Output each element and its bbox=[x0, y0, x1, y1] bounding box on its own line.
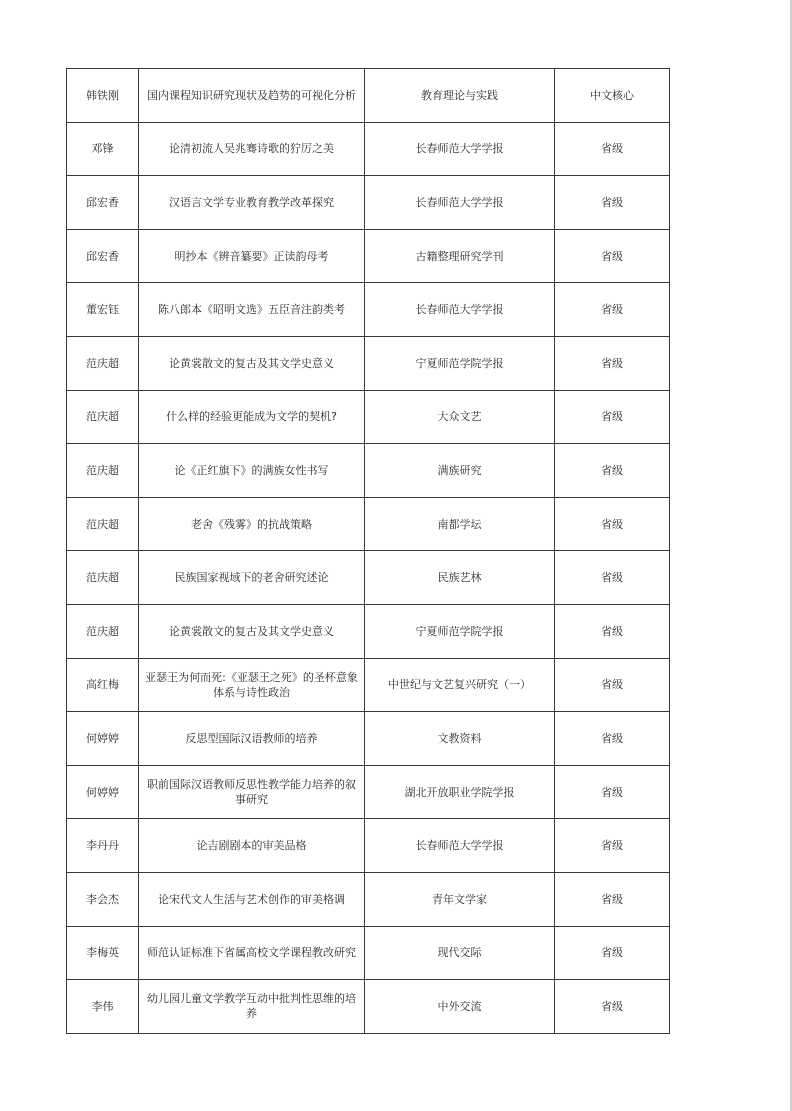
level-cell: 省级 bbox=[555, 926, 670, 980]
table-row bbox=[67, 551, 670, 605]
title-cell: 国内课程知识研究现状及趋势的可视化分析 bbox=[139, 69, 365, 123]
level-cell: 省级 bbox=[555, 497, 670, 551]
author-cell: 范庆超 bbox=[67, 336, 139, 390]
author-cell: 范庆超 bbox=[67, 497, 139, 551]
journal-cell: 青年文学家 bbox=[365, 872, 555, 926]
journal-cell: 教育理论与实践 bbox=[365, 69, 555, 123]
author-cell: 何婷婷 bbox=[67, 765, 139, 819]
title-cell: 论清初流人吴兆骞诗歌的狞厉之美 bbox=[139, 122, 365, 176]
author-cell: 范庆超 bbox=[67, 604, 139, 658]
author-cell: 李伟 bbox=[67, 980, 139, 1034]
table-row bbox=[67, 765, 670, 819]
journal-cell: 现代交际 bbox=[365, 926, 555, 980]
author-cell: 高红梅 bbox=[67, 658, 139, 712]
table-row bbox=[67, 926, 670, 980]
title-cell: 亚瑟王为何而死:《亚瑟王之死》的圣杯意象体系与诗性政治 bbox=[139, 658, 365, 712]
journal-cell: 南都学坛 bbox=[365, 497, 555, 551]
table-row bbox=[67, 444, 670, 498]
author-cell: 何婷婷 bbox=[67, 712, 139, 766]
title-cell: 职前国际汉语教师反思性教学能力培养的叙事研究 bbox=[139, 765, 365, 819]
title-cell: 什么样的经验更能成为文学的契机? bbox=[139, 390, 365, 444]
title-cell: 论宋代文人生活与艺术创作的审美格调 bbox=[139, 872, 365, 926]
author-cell: 范庆超 bbox=[67, 551, 139, 605]
level-cell: 中文核心 bbox=[555, 69, 670, 123]
journal-cell: 文教资料 bbox=[365, 712, 555, 766]
title-cell: 反思型国际汉语教师的培养 bbox=[139, 712, 365, 766]
title-cell: 陈八郎本《昭明文选》五臣音注韵类考 bbox=[139, 283, 365, 337]
papers-table bbox=[66, 68, 670, 1034]
journal-cell: 满族研究 bbox=[365, 444, 555, 498]
table-row bbox=[67, 658, 670, 712]
table-row bbox=[67, 122, 670, 176]
level-cell: 省级 bbox=[555, 390, 670, 444]
journal-cell: 大众文艺 bbox=[365, 390, 555, 444]
title-cell: 论黄裳散文的复古及其文学史意义 bbox=[139, 604, 365, 658]
level-cell: 省级 bbox=[555, 283, 670, 337]
table-row bbox=[67, 176, 670, 230]
journal-cell: 长春师范大学学报 bbox=[365, 122, 555, 176]
author-cell: 邱宏香 bbox=[67, 176, 139, 230]
level-cell: 省级 bbox=[555, 712, 670, 766]
table-row bbox=[67, 229, 670, 283]
level-cell: 省级 bbox=[555, 872, 670, 926]
journal-cell: 中世纪与文艺复兴研究（一） bbox=[365, 658, 555, 712]
title-cell: 幼儿园儿童文学教学互动中批判性思维的培养 bbox=[139, 980, 365, 1034]
level-cell: 省级 bbox=[555, 122, 670, 176]
journal-cell: 民族艺林 bbox=[365, 551, 555, 605]
table-row bbox=[67, 336, 670, 390]
table-row bbox=[67, 69, 670, 123]
journal-cell: 宁夏师范学院学报 bbox=[365, 604, 555, 658]
journal-cell: 长春师范大学学报 bbox=[365, 819, 555, 873]
author-cell: 李梅英 bbox=[67, 926, 139, 980]
journal-cell: 长春师范大学学报 bbox=[365, 283, 555, 337]
journal-cell: 中外交流 bbox=[365, 980, 555, 1034]
title-cell: 汉语言文学专业教育教学改革探究 bbox=[139, 176, 365, 230]
table-row bbox=[67, 712, 670, 766]
author-cell: 李丹丹 bbox=[67, 819, 139, 873]
journal-cell: 湖北开放职业学院学报 bbox=[365, 765, 555, 819]
author-cell: 范庆超 bbox=[67, 444, 139, 498]
level-cell: 省级 bbox=[555, 765, 670, 819]
journal-cell: 古籍整理研究学刊 bbox=[365, 229, 555, 283]
table-row bbox=[67, 980, 670, 1034]
table-row bbox=[67, 819, 670, 873]
author-cell: 邓锋 bbox=[67, 122, 139, 176]
level-cell: 省级 bbox=[555, 176, 670, 230]
table-row bbox=[67, 872, 670, 926]
title-cell: 民族国家视域下的老舍研究述论 bbox=[139, 551, 365, 605]
author-cell: 李会杰 bbox=[67, 872, 139, 926]
author-cell: 董宏钰 bbox=[67, 283, 139, 337]
journal-cell: 宁夏师范学院学报 bbox=[365, 336, 555, 390]
level-cell: 省级 bbox=[555, 980, 670, 1034]
table-body bbox=[67, 69, 670, 1034]
level-cell: 省级 bbox=[555, 819, 670, 873]
table-row bbox=[67, 283, 670, 337]
title-cell: 论《正红旗下》的满族女性书写 bbox=[139, 444, 365, 498]
table-row bbox=[67, 497, 670, 551]
table-row bbox=[67, 604, 670, 658]
level-cell: 省级 bbox=[555, 658, 670, 712]
author-cell: 邱宏香 bbox=[67, 229, 139, 283]
title-cell: 论黄裳散文的复古及其文学史意义 bbox=[139, 336, 365, 390]
title-cell: 明抄本《辨音纂要》正读韵母考 bbox=[139, 229, 365, 283]
title-cell: 论吉剧剧本的审美品格 bbox=[139, 819, 365, 873]
title-cell: 师范认证标准下省属高校文学课程教改研究 bbox=[139, 926, 365, 980]
author-cell: 范庆超 bbox=[67, 390, 139, 444]
level-cell: 省级 bbox=[555, 604, 670, 658]
level-cell: 省级 bbox=[555, 444, 670, 498]
author-cell: 韩铁刚 bbox=[67, 69, 139, 123]
table-row bbox=[67, 390, 670, 444]
level-cell: 省级 bbox=[555, 336, 670, 390]
level-cell: 省级 bbox=[555, 229, 670, 283]
level-cell: 省级 bbox=[555, 551, 670, 605]
journal-cell: 长春师范大学学报 bbox=[365, 176, 555, 230]
title-cell: 老舍《残雾》的抗战策略 bbox=[139, 497, 365, 551]
